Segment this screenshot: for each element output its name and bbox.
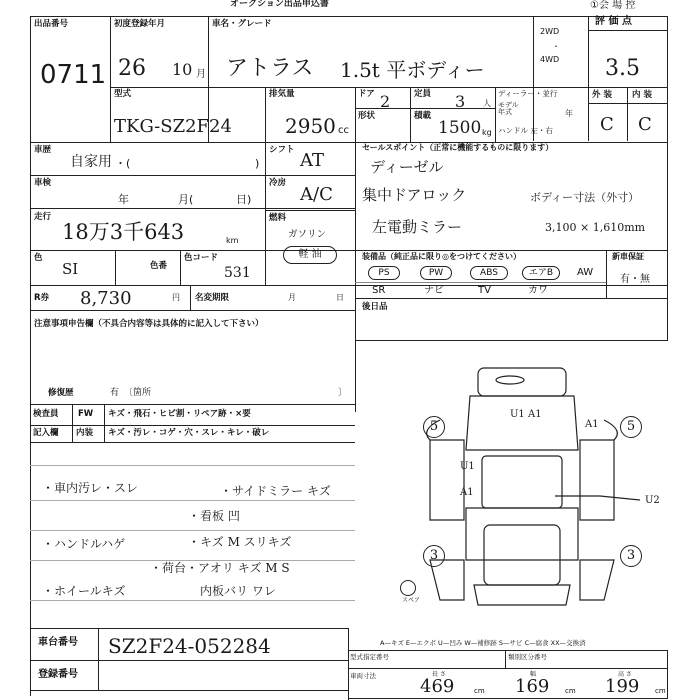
shaken-label: 車検 <box>34 178 52 188</box>
divider <box>355 298 668 299</box>
remark-7: ・荷台・アオリ キズ M S <box>150 561 290 575</box>
lot-number-label: 出品番号 <box>34 19 69 29</box>
capacity-unit: 人 <box>483 99 491 108</box>
vehicle-label: 車名・グレード <box>212 19 272 29</box>
divider <box>265 87 266 142</box>
vehicle-damage-diagram <box>400 360 670 620</box>
shaken-day: 日) <box>236 193 252 206</box>
divider <box>606 250 607 298</box>
entry-label: 記入欄 <box>33 428 59 438</box>
legend: A—キズ E—エクボ U—凹み W—補修跡 S—サビ C—腐食 XX—交換済 <box>380 639 586 647</box>
body-note: ボディー寸法（外寸） <box>530 191 640 204</box>
sales-points-label: セールスポイント（正常に機能するものに限ります） <box>362 143 554 152</box>
term-day: 日 <box>336 293 344 302</box>
recycle-label: R券 <box>34 293 50 303</box>
capacity-value: 3 <box>455 92 466 111</box>
divider <box>30 690 348 691</box>
damage-mark-top: U1 A1 <box>510 409 542 420</box>
grade-score: 3.5 <box>605 56 640 81</box>
registration-year: 26 <box>118 56 146 81</box>
sales-point-3: 左電動ミラー <box>372 218 463 236</box>
divider <box>667 650 668 698</box>
color-number-label: 色番 <box>150 261 168 271</box>
divider <box>410 87 411 142</box>
frame-top <box>30 16 668 17</box>
drive-4wd: 4WD <box>540 55 560 64</box>
shaken-year: 年 <box>118 193 129 206</box>
divider <box>505 650 506 668</box>
color-value: SI <box>62 260 79 278</box>
divider <box>30 310 355 311</box>
equip-navi: ナビ <box>424 285 444 296</box>
reg-number-label: 登録番号 <box>38 669 78 680</box>
divider <box>348 668 668 669</box>
doors-value: 2 <box>380 92 391 111</box>
vehicle-grade: 1.5t 平ボディー <box>340 58 485 82</box>
remark-2: ・ハンドルハゲ <box>42 537 126 551</box>
term-month: 月 <box>288 293 296 302</box>
repair-value: 有 <box>110 388 120 398</box>
grade-label: 評 価 点 <box>595 16 632 27</box>
chassis-label: 車台番号 <box>38 637 78 648</box>
divider <box>265 142 266 285</box>
fuel-label: 燃料 <box>269 213 287 223</box>
divider <box>355 108 495 109</box>
frame-right <box>667 16 668 341</box>
remark-4: ・サイドミラー キズ <box>220 484 331 498</box>
divider <box>348 698 668 699</box>
drive-dot: ・ <box>552 42 560 51</box>
displacement-label: 排気量 <box>269 89 295 99</box>
inspector-label: 検査員 <box>33 409 59 419</box>
divider <box>30 442 355 443</box>
mileage-unit: km <box>226 236 239 245</box>
equip-pw: PW <box>420 266 452 280</box>
remark-1: ・車内汚レ・スレ <box>42 481 139 495</box>
model-label: 型式 <box>114 89 132 99</box>
aircon-value: A/C <box>300 184 333 205</box>
damage-mark-a1: A1 <box>460 487 474 498</box>
tire-depth-front-left: 5 <box>423 416 445 438</box>
equip-tv: TV <box>478 285 491 296</box>
divider <box>30 660 348 661</box>
width-unit: cm <box>565 687 576 695</box>
model-year-unit: 年 <box>565 109 573 118</box>
chassis-number: SZ2F24-052284 <box>108 634 271 658</box>
divider <box>355 142 356 412</box>
equipment-label: 装備品（純正品に限り◎をつけてください） <box>362 252 521 261</box>
remark-5: ・看板 凹 <box>188 509 240 523</box>
repair-label: 修復歴 <box>48 388 74 398</box>
load-value: 1500 <box>438 118 482 138</box>
equip-leather: カワ <box>528 285 548 296</box>
tire-depth-rear-left: 3 <box>423 545 445 567</box>
vehicle-name: アトラス <box>226 56 314 81</box>
usage-label: 車歴 <box>34 145 52 155</box>
width-label: 幅 <box>530 671 537 678</box>
category-label: 類別区分番号 <box>508 653 547 661</box>
handle-label: ハンドル 左・右 <box>498 126 553 135</box>
divider <box>30 404 355 405</box>
divider <box>627 87 628 141</box>
divider <box>265 210 355 211</box>
divider <box>30 600 355 601</box>
fuel-diesel: 軽 油 <box>283 246 337 264</box>
divider <box>355 250 668 251</box>
divider <box>72 404 73 442</box>
capacity-label: 定員 <box>414 89 432 99</box>
divider <box>588 16 589 141</box>
divider <box>265 175 355 176</box>
divider <box>348 650 668 651</box>
sales-point-2: 集中ドアロック <box>362 186 467 204</box>
equip-abs: ABS <box>470 266 508 280</box>
divider <box>30 500 355 501</box>
int-items: キズ・汚レ・コゲ・穴・スレ・キレ・破レ <box>108 428 270 438</box>
equip-airbag: エアB <box>522 266 560 280</box>
fuel-gasoline: ガソリン <box>288 229 327 240</box>
divider <box>588 30 667 31</box>
interior-label: 内 装 <box>632 90 652 100</box>
registration-label: 初度登録年月 <box>114 19 166 29</box>
width-value: 169 <box>515 676 550 697</box>
load-label: 積載 <box>414 111 432 121</box>
dealer-label: ディーラー・並行 <box>498 89 558 98</box>
fw-items: キズ・飛石・ヒビ割・リペア跡・×要 <box>108 409 251 419</box>
divider <box>355 282 606 283</box>
spare-tire-icon <box>400 580 416 596</box>
damage-mark-u1: U1 <box>460 461 475 472</box>
spare-label: スペア <box>402 597 421 604</box>
body-dimensions: 3,100 × 1,610mm <box>545 221 646 234</box>
mileage-value: 18万3千643 <box>62 220 185 244</box>
length-value: 469 <box>420 676 455 697</box>
color-code: 531 <box>224 265 251 281</box>
divider <box>355 87 356 142</box>
exterior-label: 外 装 <box>592 90 612 100</box>
recycle-value: 8,730 <box>80 288 132 309</box>
divider <box>110 16 111 142</box>
tire-depth-front-right: 5 <box>620 416 642 438</box>
term-label: 名変期限 <box>195 293 230 303</box>
type-number-label: 型式指定番号 <box>350 653 389 661</box>
rear-equipment-label: 後日品 <box>362 302 388 312</box>
height-value: 199 <box>605 676 640 697</box>
usage-value: 自家用 <box>70 154 112 170</box>
doors-label: ドア <box>358 89 375 99</box>
venue-label: ①会 場 控 <box>590 0 636 11</box>
usage-extra: ・( <box>115 157 131 170</box>
divider <box>30 142 668 143</box>
notice-label: 注意事項申告欄（不具合内容等は具体的に記入して下さい） <box>34 319 264 329</box>
color-label: 色 <box>34 253 43 263</box>
divider <box>30 425 355 426</box>
shaken-month: 月( <box>178 193 194 206</box>
fw-label: FW <box>78 409 94 419</box>
color-code-label: 色コード <box>184 253 219 263</box>
repair-bracket: 〕 <box>338 388 348 398</box>
divider <box>30 285 668 286</box>
height-unit: cm <box>655 687 666 695</box>
recycle-unit: 円 <box>172 293 180 302</box>
registration-month: 10 <box>172 60 193 79</box>
displacement-value: 2950 <box>285 114 336 138</box>
height-label: 高 さ <box>618 671 632 678</box>
shift-value: AT <box>300 150 325 171</box>
divider <box>180 250 181 285</box>
shape-label: 形状 <box>358 111 376 121</box>
model-year-label: モデル年式 <box>498 101 519 116</box>
remark-8: 内板バリ ワレ <box>200 584 276 598</box>
model-value: TKG-SZ2F24 <box>114 116 232 137</box>
int-label: 内装 <box>76 428 94 438</box>
remark-6: ・キズ M スリキズ <box>188 535 292 549</box>
displacement-unit: cc <box>338 125 349 136</box>
divider <box>30 465 355 466</box>
divider <box>30 530 355 531</box>
repair-place: 〔箇所 <box>124 388 152 398</box>
divider <box>115 250 116 285</box>
interior-grade: C <box>638 114 652 135</box>
divider <box>30 628 348 629</box>
new-manual-label: 新車保証 <box>612 252 644 261</box>
divider <box>30 208 355 209</box>
damage-mark-u2: U2 <box>645 495 660 506</box>
divider <box>104 404 105 442</box>
equip-ps: PS <box>368 266 400 280</box>
lot-number: 0711 <box>40 60 107 90</box>
divider <box>533 16 534 141</box>
drive-2wd: 2WD <box>540 27 560 36</box>
sales-point-1: ディーゼル <box>370 158 444 176</box>
shift-label: シフト <box>269 145 295 155</box>
exterior-grade: C <box>600 114 614 135</box>
size-label: 車両寸法 <box>350 672 376 680</box>
mileage-label: 走行 <box>34 212 52 222</box>
aircon-label: 冷房 <box>269 178 287 188</box>
divider <box>98 628 99 690</box>
divider <box>348 628 349 700</box>
divider <box>190 285 191 310</box>
divider <box>110 87 667 88</box>
divider <box>495 87 496 142</box>
load-unit: kg <box>482 128 492 137</box>
damage-mark-right: A1 <box>585 419 599 430</box>
divider <box>355 340 668 341</box>
length-label: 長 さ <box>432 671 446 678</box>
length-unit: cm <box>474 687 485 695</box>
tire-depth-rear-right: 3 <box>620 545 642 567</box>
equip-sr: SR <box>372 285 386 296</box>
remark-3: ・ホイールキズ <box>42 584 126 598</box>
frame-left <box>30 16 31 696</box>
equip-aw: AW <box>577 267 594 278</box>
header-title: オークション出品申込書 <box>230 0 329 9</box>
new-manual-value: 有・無 <box>620 274 650 285</box>
registration-month-unit: 月 <box>196 69 206 80</box>
